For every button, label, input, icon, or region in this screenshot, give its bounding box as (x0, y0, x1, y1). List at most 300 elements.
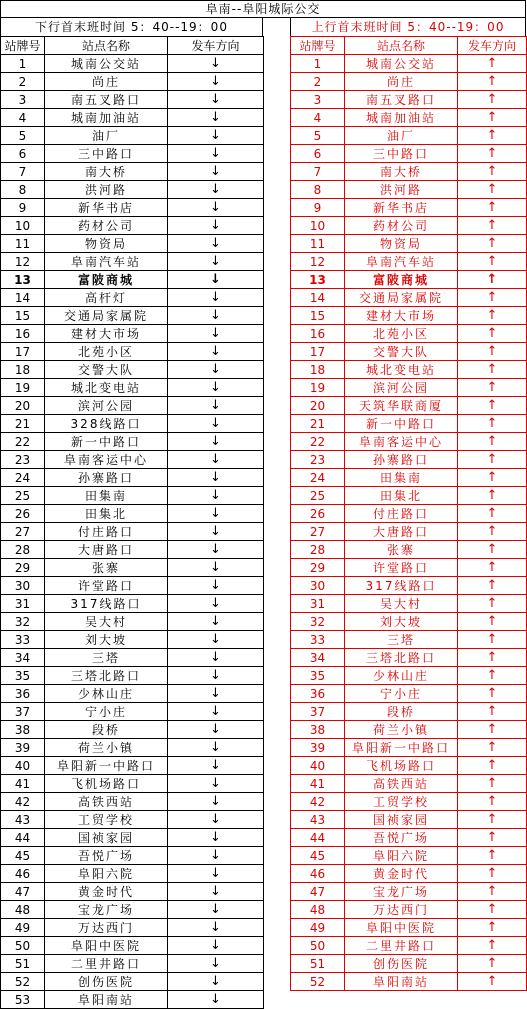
station-name: 许堂路口 (345, 559, 458, 577)
stop-number: 28 (291, 541, 345, 559)
direction-arrow: ↓ (168, 73, 264, 91)
direction-arrow: ↓ (168, 775, 264, 793)
up-direction-panel (290, 18, 526, 991)
station-name: 尚庄 (45, 73, 168, 91)
station-name: 飞机场路口 (45, 775, 168, 793)
station-name: 富陂商城 (45, 271, 168, 289)
direction-arrow: ↑ (458, 145, 527, 163)
stop-number: 34 (291, 649, 345, 667)
direction-arrow: ↓ (168, 541, 264, 559)
direction-arrow: ↑ (458, 883, 527, 901)
station-name: 南五叉路口 (45, 91, 168, 109)
page-title: 阜南--阜阳城际公交 (0, 0, 526, 18)
direction-arrow: ↓ (168, 847, 264, 865)
station-name: 工贸学校 (45, 811, 168, 829)
station-name: 万达西门 (345, 901, 458, 919)
table-row (291, 955, 527, 973)
station-name: 荷兰小镇 (345, 721, 458, 739)
table-row (1, 289, 264, 307)
stop-number: 6 (1, 145, 45, 163)
station-name: 阜南汽车站 (45, 253, 168, 271)
table-row (1, 505, 264, 523)
direction-arrow: ↓ (168, 163, 264, 181)
station-name: 宝龙广场 (345, 883, 458, 901)
station-name: 段桥 (45, 721, 168, 739)
direction-arrow: ↑ (458, 433, 527, 451)
direction-arrow: ↓ (168, 469, 264, 487)
direction-arrow: ↑ (458, 631, 527, 649)
table-row (1, 343, 264, 361)
stop-number: 9 (1, 199, 45, 217)
stop-number: 32 (291, 613, 345, 631)
station-name: 万达西门 (45, 919, 168, 937)
direction-arrow: ↓ (168, 901, 264, 919)
stop-number: 16 (291, 325, 345, 343)
table-row (291, 811, 527, 829)
stop-number: 25 (291, 487, 345, 505)
direction-arrow: ↓ (168, 757, 264, 775)
table-row (291, 559, 527, 577)
stop-number: 20 (1, 397, 45, 415)
station-name: 高铁西站 (345, 775, 458, 793)
station-name: 孙寨路口 (45, 469, 168, 487)
table-row (291, 541, 527, 559)
direction-arrow: ↓ (168, 559, 264, 577)
stop-number: 26 (291, 505, 345, 523)
table-row (291, 451, 527, 469)
direction-arrow: ↓ (168, 289, 264, 307)
stop-number: 29 (1, 559, 45, 577)
table-row (1, 847, 264, 865)
stop-number: 50 (291, 937, 345, 955)
table-row (1, 73, 264, 91)
direction-arrow: ↓ (168, 865, 264, 883)
direction-arrow: ↑ (458, 487, 527, 505)
stop-number: 52 (291, 973, 345, 991)
station-name: 洪河路 (345, 181, 458, 199)
table-row (1, 667, 264, 685)
stop-number: 38 (291, 721, 345, 739)
table-row (1, 595, 264, 613)
stop-number: 10 (1, 217, 45, 235)
table-row (1, 379, 264, 397)
stop-number: 22 (291, 433, 345, 451)
direction-arrow: ↓ (168, 595, 264, 613)
stop-number: 40 (291, 757, 345, 775)
table-row (1, 865, 264, 883)
station-name: 吾悦广场 (345, 829, 458, 847)
column-header-stop-number: 站牌号 (1, 37, 45, 55)
station-name: 317线路口 (45, 595, 168, 613)
stop-number: 14 (291, 289, 345, 307)
table-row (291, 613, 527, 631)
direction-arrow: ↓ (168, 415, 264, 433)
station-name: 滨河公园 (45, 397, 168, 415)
table-row (1, 235, 264, 253)
direction-arrow: ↑ (458, 649, 527, 667)
stop-number: 43 (291, 811, 345, 829)
direction-arrow: ↑ (458, 811, 527, 829)
stop-number: 39 (291, 739, 345, 757)
direction-arrow: ↓ (168, 793, 264, 811)
table-row (1, 55, 264, 73)
direction-arrow: ↑ (458, 217, 527, 235)
station-name: 三中路口 (345, 145, 458, 163)
stop-number: 2 (1, 73, 45, 91)
station-name: 高杆灯 (45, 289, 168, 307)
table-row (291, 703, 527, 721)
station-name: 富陂商城 (345, 271, 458, 289)
table-row (291, 145, 527, 163)
table-row (1, 937, 264, 955)
stop-number: 50 (1, 937, 45, 955)
direction-arrow: ↑ (458, 865, 527, 883)
station-name: 孙寨路口 (345, 451, 458, 469)
direction-arrow: ↓ (168, 505, 264, 523)
direction-arrow: ↓ (168, 325, 264, 343)
station-name: 刘大坡 (345, 613, 458, 631)
direction-arrow: ↑ (458, 199, 527, 217)
direction-arrow: ↓ (168, 271, 264, 289)
table-row (291, 415, 527, 433)
stop-number: 14 (1, 289, 45, 307)
station-name: 油厂 (345, 127, 458, 145)
stop-number: 47 (291, 883, 345, 901)
station-name: 交警大队 (45, 361, 168, 379)
station-name: 城北变电站 (345, 361, 458, 379)
stop-number: 46 (291, 865, 345, 883)
direction-arrow: ↓ (168, 811, 264, 829)
stop-number: 3 (1, 91, 45, 109)
table-row (291, 289, 527, 307)
direction-arrow: ↓ (168, 649, 264, 667)
direction-arrow: ↑ (458, 541, 527, 559)
table-row (291, 685, 527, 703)
table-row (291, 865, 527, 883)
station-name: 三中路口 (45, 145, 168, 163)
direction-arrow: ↑ (458, 703, 527, 721)
station-name: 田集南 (345, 469, 458, 487)
table-row (1, 145, 264, 163)
table-row (291, 271, 527, 289)
stop-number: 49 (291, 919, 345, 937)
table-row (1, 307, 264, 325)
table-row (1, 631, 264, 649)
station-name: 新一中路口 (45, 433, 168, 451)
stop-number: 7 (1, 163, 45, 181)
stop-number: 1 (1, 55, 45, 73)
direction-arrow: ↑ (458, 325, 527, 343)
station-name: 三塔北路口 (345, 649, 458, 667)
station-name: 大唐路口 (345, 523, 458, 541)
station-name: 少林山庄 (345, 667, 458, 685)
direction-arrow: ↓ (168, 91, 264, 109)
table-row (1, 451, 264, 469)
up-schedule-header: 上行首末班时间 5：40--19：00 (290, 18, 526, 36)
station-name: 南大桥 (345, 163, 458, 181)
stop-number: 43 (1, 811, 45, 829)
table-row (1, 919, 264, 937)
direction-arrow: ↓ (168, 685, 264, 703)
stop-number: 37 (1, 703, 45, 721)
table-row (1, 127, 264, 145)
table-row (1, 415, 264, 433)
table-row (1, 217, 264, 235)
stop-number: 27 (291, 523, 345, 541)
stop-number: 31 (291, 595, 345, 613)
station-name: 阜阳新一中路口 (345, 739, 458, 757)
table-row (1, 685, 264, 703)
station-name: 南五叉路口 (345, 91, 458, 109)
table-row (291, 253, 527, 271)
table-row (291, 757, 527, 775)
table-row (291, 397, 527, 415)
table-row (291, 667, 527, 685)
stop-number: 38 (1, 721, 45, 739)
stop-number: 8 (1, 181, 45, 199)
station-name: 阜阳中医院 (345, 919, 458, 937)
stop-number: 17 (291, 343, 345, 361)
station-name: 城南加油站 (345, 109, 458, 127)
table-row (291, 523, 527, 541)
table-row (1, 991, 264, 1009)
table-row (291, 739, 527, 757)
station-name: 宁小庄 (345, 685, 458, 703)
down-station-table (0, 36, 264, 1009)
station-name: 新一中路口 (345, 415, 458, 433)
station-name: 宝龙广场 (45, 901, 168, 919)
table-row (291, 631, 527, 649)
station-name: 城北变电站 (45, 379, 168, 397)
station-name: 城南加油站 (45, 109, 168, 127)
table-row (1, 109, 264, 127)
direction-arrow: ↓ (168, 379, 264, 397)
direction-arrow: ↑ (458, 397, 527, 415)
stop-number: 4 (1, 109, 45, 127)
table-row (1, 181, 264, 199)
stop-number: 42 (291, 793, 345, 811)
table-row (1, 523, 264, 541)
table-row (291, 973, 527, 991)
column-header-direction: 发车方向 (458, 37, 527, 55)
stop-number: 18 (291, 361, 345, 379)
table-row (291, 73, 527, 91)
direction-arrow: ↓ (168, 937, 264, 955)
stop-number: 31 (1, 595, 45, 613)
direction-arrow: ↓ (168, 577, 264, 595)
table-row (291, 883, 527, 901)
stop-number: 11 (1, 235, 45, 253)
station-name: 付庄路口 (45, 523, 168, 541)
direction-arrow: ↓ (168, 127, 264, 145)
table-row (291, 505, 527, 523)
table-row (291, 91, 527, 109)
table-row (1, 469, 264, 487)
stop-number: 6 (291, 145, 345, 163)
stop-number: 1 (291, 55, 345, 73)
table-row (1, 613, 264, 631)
table-row (291, 55, 527, 73)
station-name: 田集北 (345, 487, 458, 505)
direction-arrow: ↑ (458, 253, 527, 271)
station-name: 城南公交站 (345, 55, 458, 73)
stop-number: 16 (1, 325, 45, 343)
stop-number: 37 (291, 703, 345, 721)
stop-number: 42 (1, 793, 45, 811)
stop-number: 44 (291, 829, 345, 847)
station-name: 三塔 (45, 649, 168, 667)
direction-arrow: ↓ (168, 433, 264, 451)
direction-arrow: ↑ (458, 955, 527, 973)
table-row (291, 109, 527, 127)
direction-arrow: ↑ (458, 289, 527, 307)
station-name: 交通局家属院 (345, 289, 458, 307)
stop-number: 36 (291, 685, 345, 703)
direction-arrow: ↓ (168, 739, 264, 757)
stop-number: 18 (1, 361, 45, 379)
station-name: 洪河路 (45, 181, 168, 199)
table-row (291, 181, 527, 199)
direction-arrow: ↑ (458, 469, 527, 487)
stop-number: 13 (291, 271, 345, 289)
direction-arrow: ↓ (168, 487, 264, 505)
stop-number: 34 (1, 649, 45, 667)
station-name: 交通局家属院 (45, 307, 168, 325)
station-name: 张寨 (345, 541, 458, 559)
station-name: 药材公司 (345, 217, 458, 235)
table-row (291, 595, 527, 613)
station-name: 药材公司 (45, 217, 168, 235)
stop-number: 5 (291, 127, 345, 145)
table-row (291, 199, 527, 217)
table-row (291, 343, 527, 361)
station-name: 高铁西站 (45, 793, 168, 811)
direction-arrow: ↑ (458, 577, 527, 595)
table-row (1, 703, 264, 721)
direction-arrow: ↑ (458, 235, 527, 253)
station-name: 少林山庄 (45, 685, 168, 703)
direction-arrow: ↑ (458, 523, 527, 541)
stop-number: 48 (291, 901, 345, 919)
direction-arrow: ↓ (168, 667, 264, 685)
table-row (291, 379, 527, 397)
stop-number: 47 (1, 883, 45, 901)
direction-arrow: ↓ (168, 253, 264, 271)
table-row (1, 361, 264, 379)
station-name: 阜南客运中心 (345, 433, 458, 451)
station-name: 吴大村 (45, 613, 168, 631)
table-row (291, 577, 527, 595)
table-row (1, 559, 264, 577)
table-row (1, 91, 264, 109)
direction-arrow: ↑ (458, 163, 527, 181)
station-name: 田集南 (45, 487, 168, 505)
direction-arrow: ↓ (168, 829, 264, 847)
stop-number: 13 (1, 271, 45, 289)
direction-arrow: ↓ (168, 235, 264, 253)
stop-number: 32 (1, 613, 45, 631)
direction-arrow: ↓ (168, 343, 264, 361)
direction-arrow: ↑ (458, 775, 527, 793)
table-row (1, 199, 264, 217)
stop-number: 30 (1, 577, 45, 595)
table-row (291, 793, 527, 811)
table-row (291, 847, 527, 865)
direction-arrow: ↓ (168, 55, 264, 73)
stop-number: 45 (291, 847, 345, 865)
station-name: 吴大村 (345, 595, 458, 613)
table-header-row (1, 37, 264, 55)
table-row (1, 721, 264, 739)
stop-number: 52 (1, 973, 45, 991)
station-name: 阜阳新一中路口 (45, 757, 168, 775)
direction-arrow: ↓ (168, 523, 264, 541)
table-row (1, 757, 264, 775)
station-name: 阜阳中医院 (45, 937, 168, 955)
stop-number: 41 (1, 775, 45, 793)
station-name: 阜阳南站 (45, 991, 168, 1009)
direction-arrow: ↑ (458, 559, 527, 577)
station-name: 三塔北路口 (45, 667, 168, 685)
station-name: 建材大市场 (45, 325, 168, 343)
stop-number: 4 (291, 109, 345, 127)
stop-number: 35 (291, 667, 345, 685)
stop-number: 21 (1, 415, 45, 433)
table-row (291, 217, 527, 235)
direction-arrow: ↑ (458, 973, 527, 991)
direction-arrow: ↑ (458, 415, 527, 433)
table-row (291, 919, 527, 937)
stop-number: 33 (1, 631, 45, 649)
up-station-table (290, 36, 527, 991)
station-name: 油厂 (45, 127, 168, 145)
stop-number: 40 (1, 757, 45, 775)
station-name: 黄金时代 (345, 865, 458, 883)
station-name: 328线路口 (45, 415, 168, 433)
direction-arrow: ↑ (458, 379, 527, 397)
table-row (291, 487, 527, 505)
direction-arrow: ↑ (458, 73, 527, 91)
table-row (1, 973, 264, 991)
stop-number: 15 (1, 307, 45, 325)
station-name: 阜南汽车站 (345, 253, 458, 271)
direction-arrow: ↓ (168, 451, 264, 469)
stop-number: 15 (291, 307, 345, 325)
stop-number: 19 (291, 379, 345, 397)
station-name: 国祯家园 (45, 829, 168, 847)
station-name: 南大桥 (45, 163, 168, 181)
station-name: 创伤医院 (345, 955, 458, 973)
column-header-station-name: 站点名称 (45, 37, 168, 55)
stop-number: 25 (1, 487, 45, 505)
station-name: 建材大市场 (345, 307, 458, 325)
direction-arrow: ↓ (168, 361, 264, 379)
stop-number: 45 (1, 847, 45, 865)
table-row (291, 325, 527, 343)
station-name: 天筑华联商厦 (345, 397, 458, 415)
stop-number: 23 (291, 451, 345, 469)
stop-number: 39 (1, 739, 45, 757)
station-name: 吾悦广场 (45, 847, 168, 865)
stop-number: 53 (1, 991, 45, 1009)
table-row (1, 811, 264, 829)
direction-arrow: ↓ (168, 919, 264, 937)
stop-number: 20 (291, 397, 345, 415)
table-row (1, 271, 264, 289)
station-name: 317线路口 (345, 577, 458, 595)
station-name: 滨河公园 (345, 379, 458, 397)
direction-arrow: ↑ (458, 127, 527, 145)
